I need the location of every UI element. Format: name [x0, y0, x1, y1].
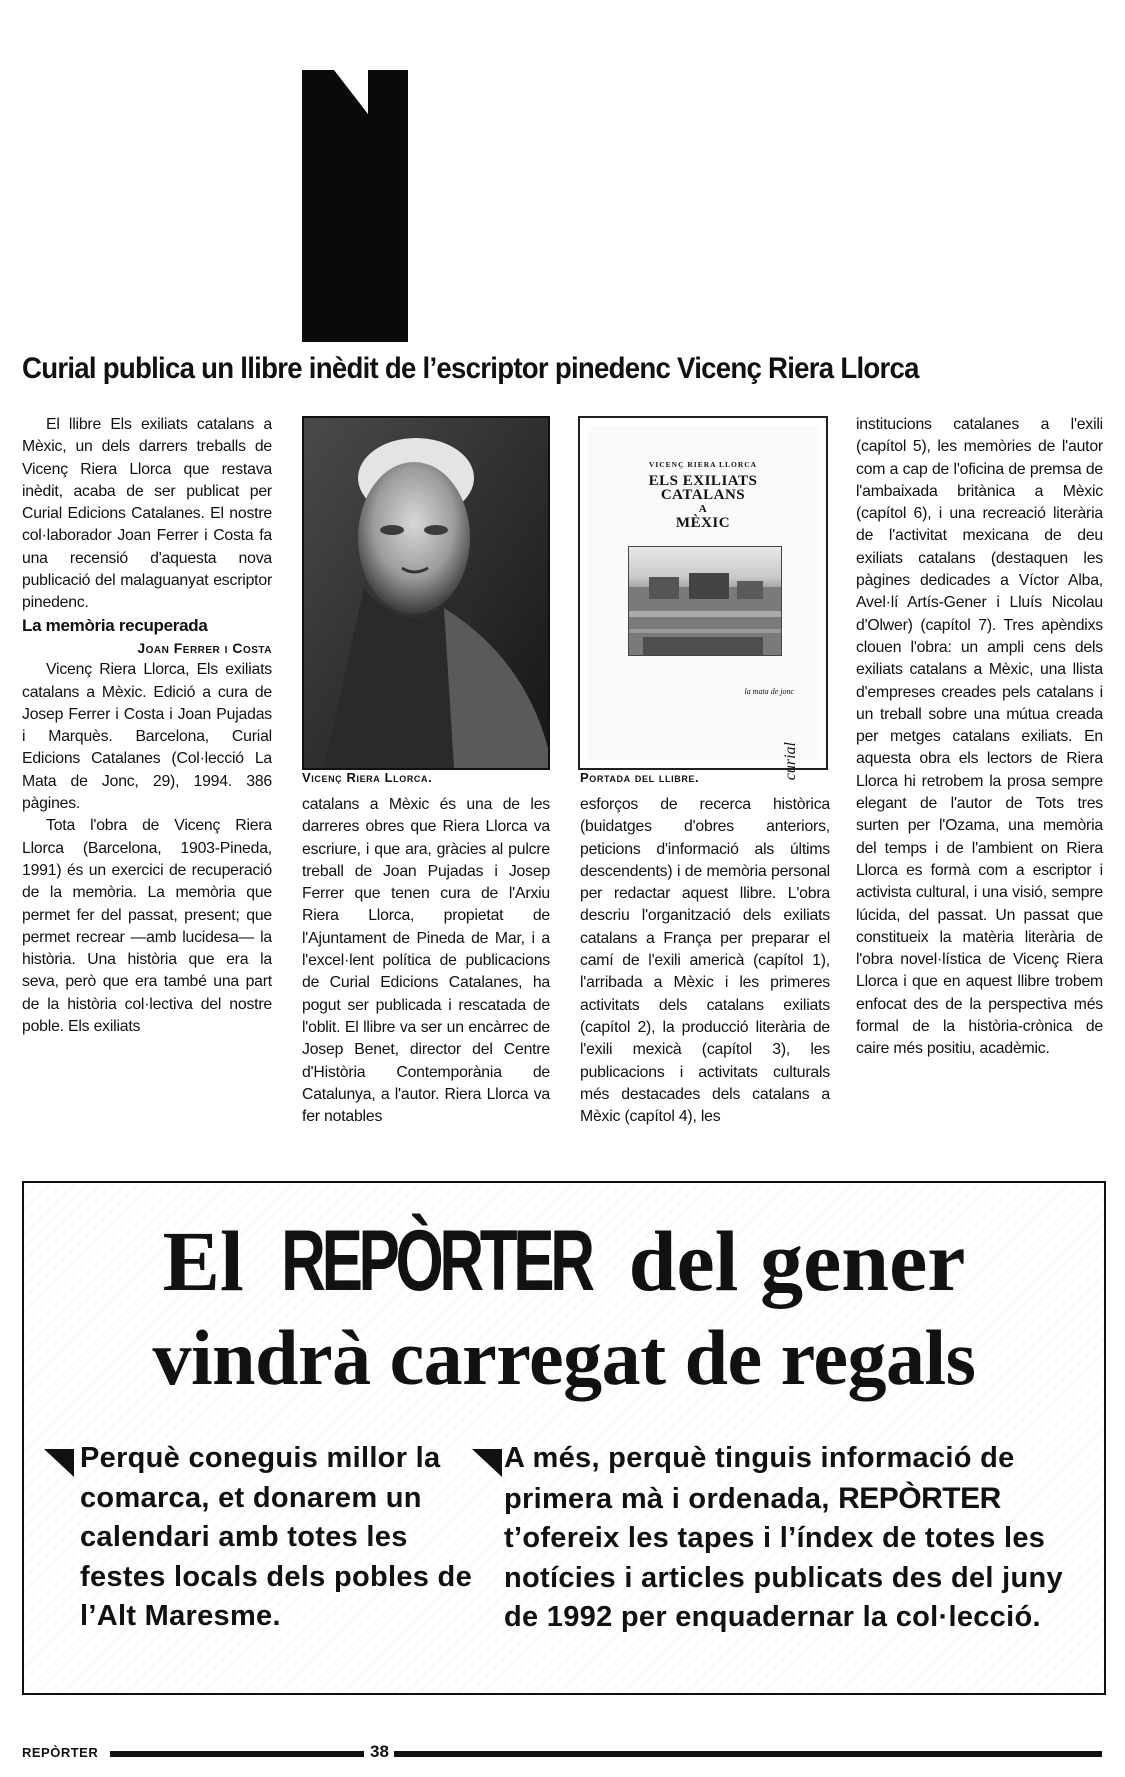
- ad-inline-brand: REPÒRTER: [838, 1481, 1001, 1515]
- column-3: [580, 794, 830, 1128]
- cover-title: ELS EXILIATS CATALANS A MÈXIC: [648, 473, 758, 531]
- author-photo: [302, 416, 550, 770]
- column-2: [302, 794, 550, 1128]
- section-logo: [302, 70, 408, 342]
- article-headline: Curial publica un llibre inèdit de l’escriptor pinedenc Vicenç Riera Llorca: [22, 352, 919, 385]
- ad-offer-calendar: Perquè coneguis millor la comarca, et donarem un calendari amb totes les festes locals dels pobles de l’Alt Maresme.: [80, 1442, 472, 1632]
- ad-offer-index: A més, perquè tinguis informació de primera mà i ordenada, REPÒRTER t’ofereix les tapes i l’índex de totes les notícies i articles publicats des del juny de 1992 per enquadernar la col·lecció.: [504, 1442, 1063, 1633]
- author-byline: Joan Ferrer i Costa: [137, 639, 272, 656]
- ad-headline-line2: vindrà carregat de regals: [152, 1314, 976, 1401]
- body-paragraph: Tota l'obra de Vicenç Riera Llorca (Barcelona, 1903-Pineda, 1991) és un exercici de recuperació de la memòria. La memòria que permet fer del passat, present; que permet recrear —amb lucidesa— la història. Una història que era la seva, però que era també una part de la història col·lectiva del nostre poble. Els exiliats: [22, 817, 272, 1036]
- body-paragraph: catalans a Mèxic és una de les darreres obres que Riera Llorca va escriure, i que ara, gràcies al pulcre treball de Joan Pujadas i Josep Ferrer que tenen cura de l'Arxiu Riera Llorca, propietat de l'Ajuntament de Pineda de Mar, i a l'excel·lent política de publicacions de Curial Edicions Catalanes, ha pogut ser publicada i rescatada de l'oblit. El llibre va ser un encàrrec de Josep Benet, director del Centre d'Història Contemporània de Catalunya, a l'autor. Riera Llorca va fer notables: [302, 796, 550, 1126]
- cover-publisher: curial: [782, 742, 799, 781]
- column-1: [22, 414, 272, 1038]
- page-footer: [22, 1743, 1102, 1763]
- footer-brand: REPÒRTER: [22, 1745, 99, 1760]
- triangle-bullet-icon: [472, 1449, 502, 1477]
- cover-city-image: [628, 546, 782, 656]
- ad-brand: REPÒRTER: [281, 1213, 591, 1309]
- advertisement-box: [22, 1181, 1106, 1695]
- cover-series: la mata de jonc: [744, 687, 794, 696]
- column-4: [856, 414, 1103, 1061]
- book-reference: Vicenç Riera Llorca, Els exiliats catalans a Mèxic. Edició a cura de Josep Ferrer i Costa i Joan Pujadas i Marquès. Barcelona, Curial Edicions Catalanes (Col·lecció La Mata de Jonc, 29), 1994. 386 pàgines.: [22, 661, 272, 813]
- footer-rule-left: [110, 1751, 364, 1757]
- body-paragraph: institucions catalanes a l'exili (capítol 5), les memòries de l'autor com a cap de l'oficina de premsa de l'ambaixada britànica a Mèxic (capítol 6), i una recreació literària de l'activitat mexicana de deu exiliats catalans (destaquen les pàgines dedicades a Víctor Alba, Avel·lí Artís-Gener i Lluís Nicolau d'Olwer) (capítol 7). Tres apèndixs clouen l'obra: un ampli cens dels exiliats catalans a Mèxic, una llista d'empreses creades pels catalans i un treball sobre una mútua creada per metges catalans exiliats. En aquesta obra els lectors de Riera Llorca hi retrobem la prosa sempre elegant de l'autor de Tots tres surten per l'Ozama, una memòria del temps i de l'ambient on Riera Llorca es formà com a escriptor i activista cultural, i una visió, sempre lúcida, del passat. Un passat que constitueix la matèria literària de l'obra novel·lística de Vicenç Riera Llorca i que en aquest llibre trobem enfocat des de la perspectiva més formal de la història-crònica de caire més positiu, acadèmic.: [856, 416, 1103, 1058]
- triangle-bullet-icon: [44, 1449, 74, 1477]
- ad-headline-line1: El REPÒRTER del gener: [162, 1213, 966, 1309]
- footer-rule-right: [394, 1751, 1102, 1757]
- article-intro: El llibre Els exiliats catalans a Mèxic, un dels darrers treballs de Vicenç Riera Llorca que restava inèdit, acaba de ser publicat per Curial Edicions Catalanes. El nostre col·laborador Joan Ferrer i Costa fa una recensió d'aquesta nova publicació del malaguanyat escriptor pinedenc.: [22, 416, 272, 612]
- cover-author: VICENÇ RIERA LLORCA: [648, 460, 758, 469]
- body-paragraph: esforços de recerca històrica (buidatges d'obres anteriors, peticions d'informació als últims descendents) i de memòria personal per redactar aquest llibre. L'obra descriu l'organització dels exiliats catalans a França per preparar el camí de l'exili americà (capítol 1), l'arribada a Mèxic i les primeres activitats dels catalans exiliats (capítol 2), la producció literària de l'exili mexicà (capítol 3), les publicacions i activitats culturals més destacades dels catalans a Mèxic (capítol 4), les: [580, 796, 830, 1126]
- section-subhead: La memòria recuperada: [22, 615, 208, 635]
- cover-caption: Portada del llibre.: [580, 770, 700, 785]
- page-number: 38: [370, 1742, 389, 1761]
- photo-caption: Vicenç Riera Llorca.: [302, 770, 433, 785]
- author-portrait-image: [304, 418, 548, 768]
